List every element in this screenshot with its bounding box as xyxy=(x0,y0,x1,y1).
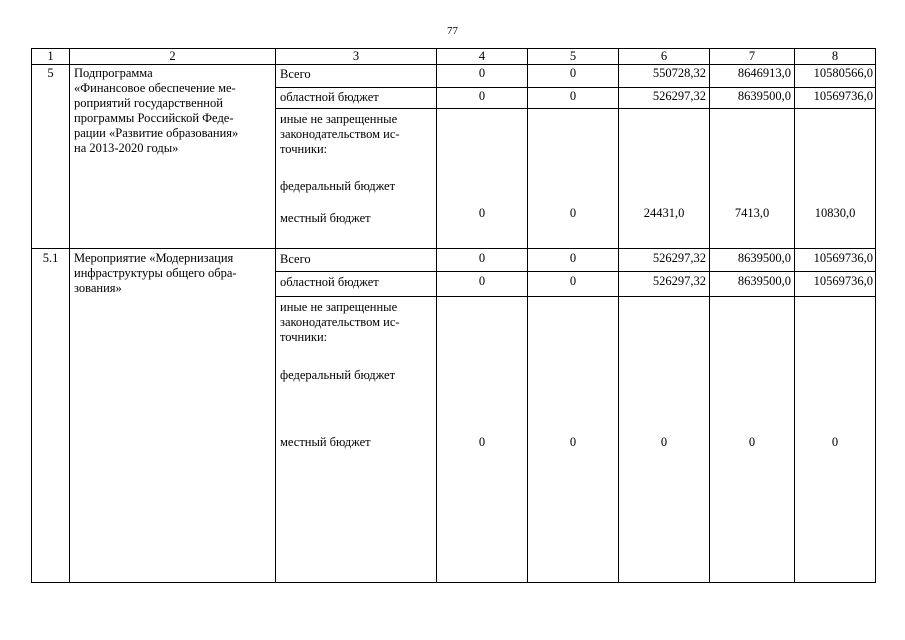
row-number: 5.1 xyxy=(42,251,59,265)
header-col-8: 8 xyxy=(831,49,839,63)
row-name-line: инфраструктуры общего обра- xyxy=(74,266,237,280)
row-name-line: зования» xyxy=(74,281,122,295)
cell-c4: 0 xyxy=(478,274,486,288)
row-name-line: рации «Развитие образования» xyxy=(74,126,239,140)
row5-line-a xyxy=(275,87,875,88)
col-divider-1 xyxy=(69,49,70,582)
row-separator xyxy=(32,248,875,249)
header-col-4: 4 xyxy=(478,49,486,63)
cell-c7: 7413,0 xyxy=(734,206,770,220)
row-name-line: Подпрограмма xyxy=(74,66,153,80)
header-col-2: 2 xyxy=(169,49,176,63)
col-divider-4 xyxy=(527,49,528,582)
cell-c6: 526297,32 xyxy=(652,274,706,288)
cell-c4: 0 xyxy=(478,206,486,220)
cell-c5: 0 xyxy=(569,206,577,220)
header-col-6: 6 xyxy=(660,49,668,63)
source-other-line: законодательством ис- xyxy=(280,315,400,329)
col-divider-2 xyxy=(275,49,276,582)
cell-c5: 0 xyxy=(569,89,577,103)
col-divider-7 xyxy=(794,49,795,582)
col-divider-5 xyxy=(618,49,619,582)
cell-c8: 10569736,0 xyxy=(813,251,873,265)
source-total-label: Всего xyxy=(280,252,311,266)
cell-c4: 0 xyxy=(478,66,486,80)
cell-c4: 0 xyxy=(478,89,486,103)
header-col-5: 5 xyxy=(569,49,577,63)
cell-c6: 550728,32 xyxy=(652,66,706,80)
cell-c5: 0 xyxy=(569,435,577,449)
cell-c7: 8639500,0 xyxy=(737,89,791,103)
cell-c7: 0 xyxy=(748,435,756,449)
cell-c6: 526297,32 xyxy=(652,251,706,265)
cell-c8: 0 xyxy=(831,435,839,449)
col-divider-3 xyxy=(436,49,437,582)
source-other-line: иные не запрещенные xyxy=(280,112,398,126)
col-divider-6 xyxy=(709,49,710,582)
header-col-1: 1 xyxy=(47,49,54,63)
source-regional-label: областной бюджет xyxy=(280,275,379,289)
cell-c8: 10580566,0 xyxy=(813,66,873,80)
source-federal-label: федеральный бюджет xyxy=(280,368,396,382)
row-name-line: на 2013-2020 годы» xyxy=(74,141,179,155)
row5-line-b xyxy=(275,108,875,109)
row-name-line: роприятий государственной xyxy=(74,96,223,110)
cell-c5: 0 xyxy=(569,66,577,80)
cell-c7: 8639500,0 xyxy=(737,274,791,288)
row-name-line: программы Российской Феде- xyxy=(74,111,234,125)
cell-c8: 10569736,0 xyxy=(813,89,873,103)
source-local-label: местный бюджет xyxy=(280,211,371,225)
cell-c7: 8639500,0 xyxy=(737,251,791,265)
cell-c8: 10830,0 xyxy=(814,206,856,220)
cell-c5: 0 xyxy=(569,274,577,288)
source-total-label: Всего xyxy=(280,67,311,81)
source-other-line: законодательством ис- xyxy=(280,127,400,141)
cell-c6: 0 xyxy=(660,435,668,449)
page-number: 77 xyxy=(447,25,458,37)
cell-c4: 0 xyxy=(478,251,486,265)
source-federal-label: федеральный бюджет xyxy=(280,179,396,193)
row-number: 5 xyxy=(47,66,54,80)
source-other-line: иные не запрещенные xyxy=(280,300,398,314)
cell-c5: 0 xyxy=(569,251,577,265)
row-name-line: Мероприятие «Модернизация xyxy=(74,251,234,265)
source-local-label: местный бюджет xyxy=(280,435,371,449)
cell-c8: 10569736,0 xyxy=(813,274,873,288)
header-col-7: 7 xyxy=(748,49,756,63)
cell-c6: 24431,0 xyxy=(643,206,685,220)
cell-c7: 8646913,0 xyxy=(737,66,791,80)
row-name-line: «Финансовое обеспечение ме- xyxy=(74,81,236,95)
row51-line-b xyxy=(275,296,875,297)
cell-c4: 0 xyxy=(478,435,486,449)
row51-line-a xyxy=(275,271,875,272)
header-bottom-line xyxy=(32,64,875,65)
source-other-line: точники: xyxy=(280,330,328,344)
source-other-line: точники: xyxy=(280,142,328,156)
budget-table xyxy=(31,48,876,583)
source-regional-label: областной бюджет xyxy=(280,90,379,104)
header-col-3: 3 xyxy=(352,49,360,63)
cell-c6: 526297,32 xyxy=(652,89,706,103)
